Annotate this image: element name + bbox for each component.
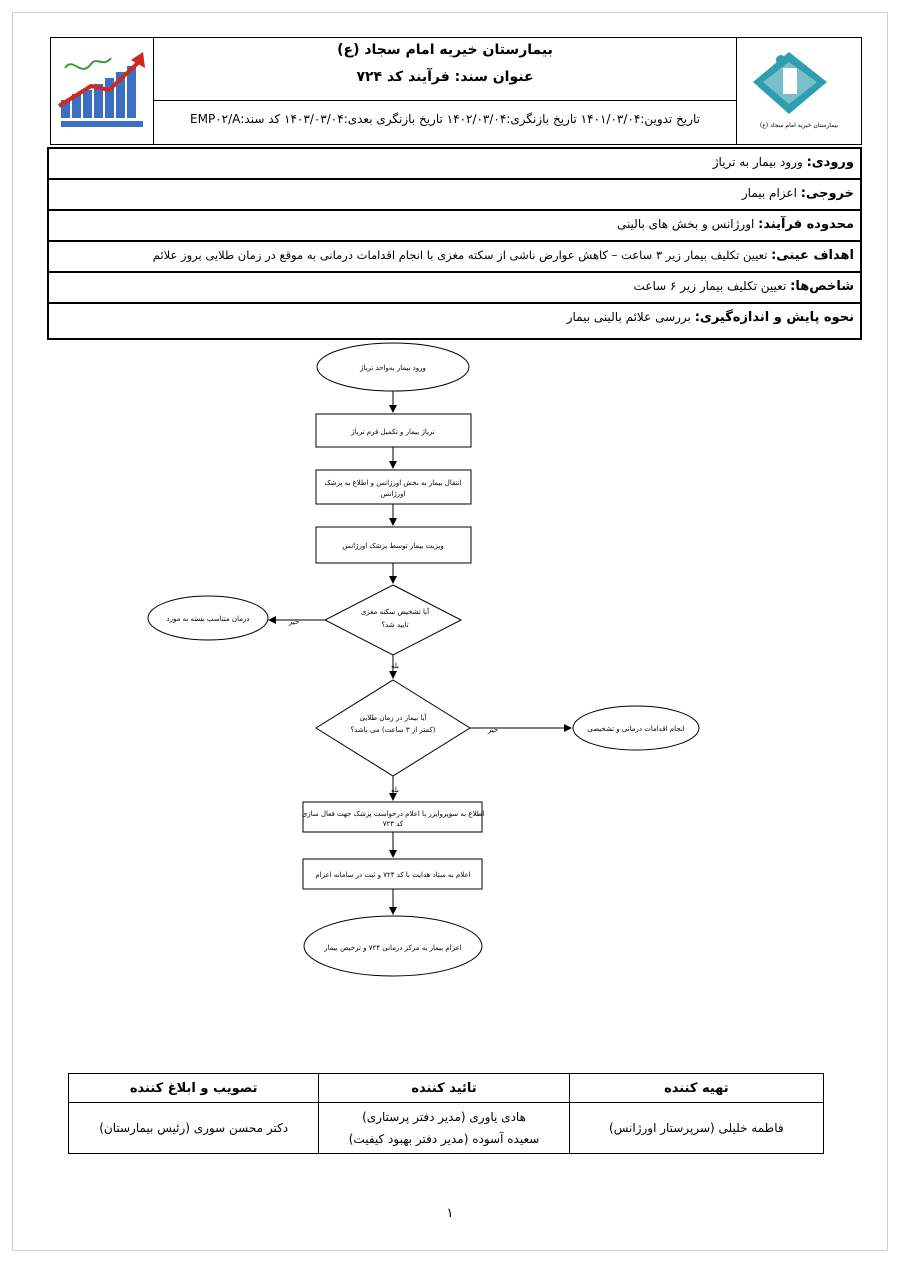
flow-d1-no-text: خیر: [288, 618, 300, 626]
flow-d2b-text: (کمتر از ۳ ساعت) می باشد؟: [350, 726, 436, 734]
hospital-logo-cell: [736, 38, 861, 144]
info-row-objectives: اهداف عینی: تعیین تکلیف بیمار زیر ۳ ساعت – کاهش عوارض ناشی از سکته مغزی با انجام اقدامات درمانی به موقع در زمان طلایی بروز علائم: [49, 242, 860, 273]
flow-d1-yes-text: بله: [390, 662, 400, 670]
document-dates: تاریخ تدوین:۱۴۰۱/۰۳/۰۴ تاریخ بازنگری:۱۴۰۲/۰۳/۰۴ تاریخ بازنگری بعدی:۱۴۰۳/۰۳/۰۴ کد سند:EMP۰۲/A: [190, 112, 700, 126]
approved-by-2: سعیده آسوده (مدیر دفتر بهبود کیفیت): [348, 1132, 540, 1146]
signature-table: [68, 1073, 824, 1154]
flow-step2b-text: اورژانس: [380, 490, 406, 498]
flow-step1-text: تریاژ بیمار و تکمیل فرم تریاژ: [351, 428, 435, 436]
quality-logo-cell: [51, 38, 154, 144]
hospital-logo-caption: بیمارستان خیریه امام سجاد (ع): [759, 122, 839, 129]
info-row-monitoring: نحوه پایش و اندازه‌گیری: بررسی علائم بالینی بیمار: [566, 310, 854, 325]
flow-step4b-text: کد ۷۲۴: [382, 820, 404, 828]
flow-start-text: ورود بیمار به‌واحد تریاژ: [360, 364, 426, 372]
flow-step5-text: اعلام به ستاد هدایت با کد ۷۲۴ و ثبت در سامانه اعزام: [315, 871, 471, 879]
flow-end-text: اعزام بیمار به مرکز درمانی ۷۲۴ و ترخیص بیمار: [324, 944, 462, 952]
flow-d2-yes-text: بله: [390, 786, 400, 794]
document-header: [50, 37, 862, 145]
page-number: ۱: [446, 1206, 454, 1221]
info-row-output: خروجی: اعزام بیمار: [49, 180, 860, 211]
flow-d1b-text: تایید شد؟: [381, 621, 409, 629]
prepared-by-name: فاطمه خلیلی (سرپرستار اورژانس): [569, 1103, 823, 1154]
info-row-indicators: شاخص‌ها: تعیین تکلیف بیمار زیر ۶ ساعت: [49, 273, 860, 304]
flow-d2-no-target-text: انجام اقدامات درمانی و تشخیصی: [587, 725, 685, 733]
info-row-scope: محدوده فرآیند: اورژانس و بخش های بالینی: [49, 211, 860, 242]
flow-d1a-text: آیا تشخیص سکته مغزی: [360, 608, 430, 616]
flow-decision-stroke: [325, 585, 461, 655]
flow-step2a-text: انتقال بیمار به بخش اورژانس و اطلاع به پزشک: [324, 479, 462, 487]
process-info-table: [47, 147, 862, 340]
header-approved-by: تائید کننده: [319, 1074, 569, 1103]
approved-by-names: [319, 1103, 569, 1154]
flow-step3-text: ویزیت بیمار توسط پزشک اورژانس: [342, 542, 444, 550]
flow-step-transfer: [316, 470, 471, 504]
flow-d2a-text: آیا بیمار در زمان طلایی: [359, 714, 427, 722]
flow-step4a-text: اطلاع به سوپروایزر با اعلام درخواست پزشک جهت فعال سازی: [301, 810, 485, 818]
quality-growth-logo: [51, 38, 153, 144]
process-flowchart: [0, 340, 900, 980]
ratified-by-name: دکتر محسن سوری (رئیس بیمارستان): [69, 1103, 319, 1154]
header-ratified-by: تصویب و ابلاغ کننده: [69, 1074, 319, 1103]
document-title: عنوان سند: فرآیند کد ۷۲۴: [356, 69, 534, 85]
hospital-name: بیمارستان خیریه امام سجاد (ع): [337, 42, 553, 58]
flow-d1-no-target-text: درمان متناسب بسته به مورد: [166, 615, 250, 623]
info-row-input: ورودی: ورود بیمار به تریاژ: [49, 149, 860, 180]
flow-d2-no-text: خیر: [487, 726, 499, 734]
header-prepared-by: تهیه کننده: [569, 1074, 823, 1103]
approved-by-1: هادی یاوری (مدیر دفتر پرستاری): [362, 1110, 526, 1124]
